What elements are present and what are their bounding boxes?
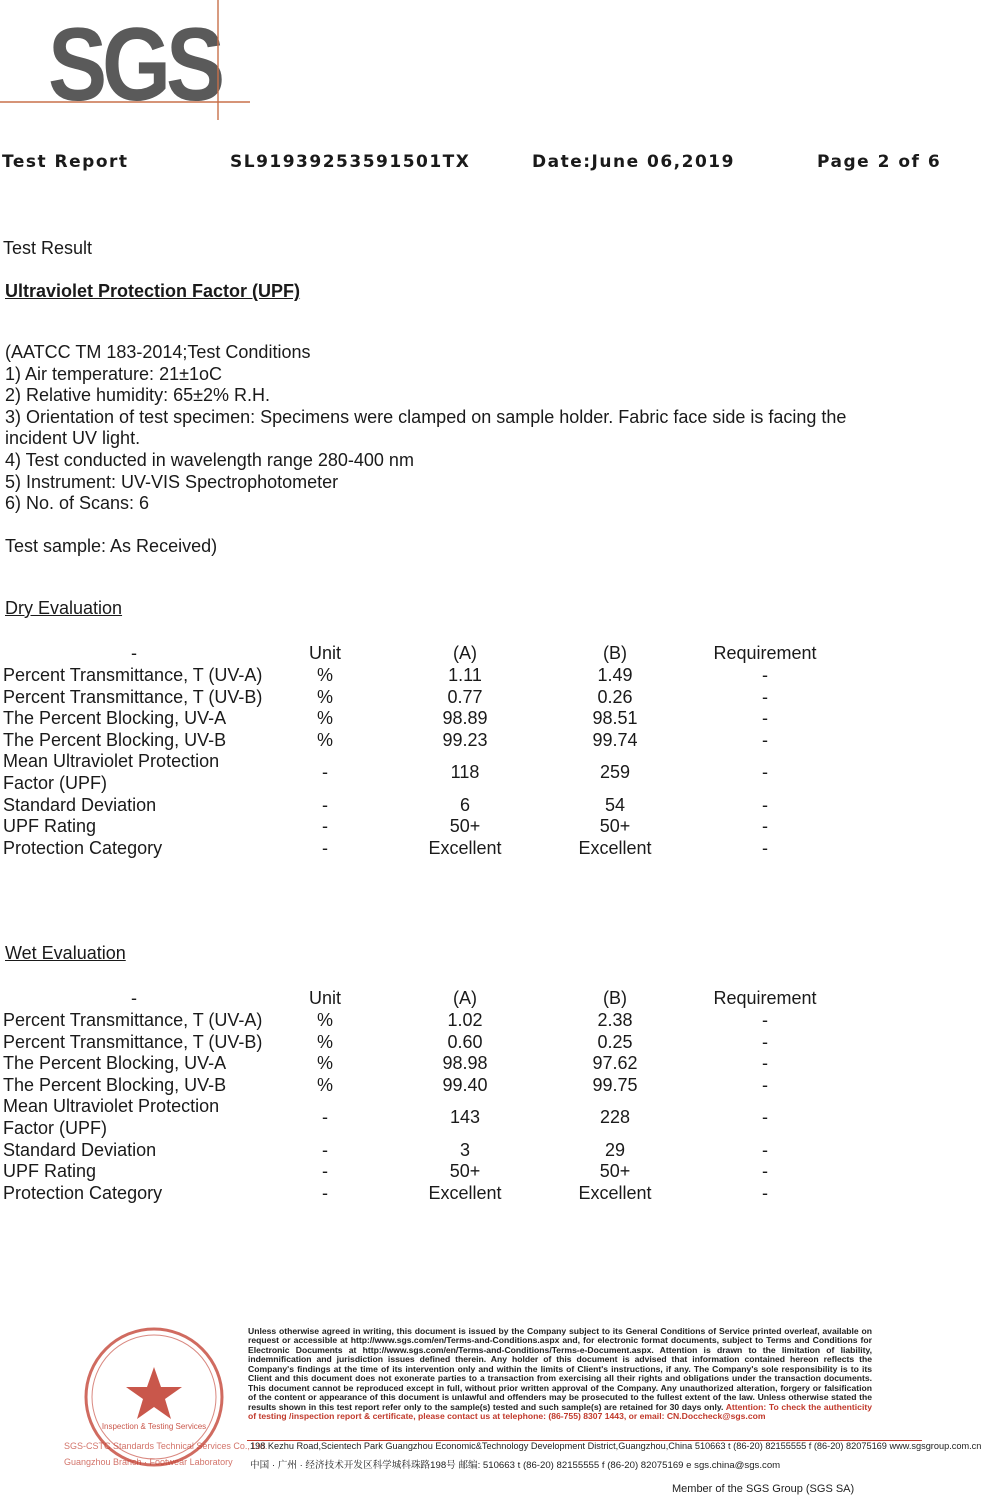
test-sample: Test sample: As Received) xyxy=(5,536,218,556)
table-row xyxy=(3,708,845,730)
cell-unit: - xyxy=(322,1107,328,1128)
cell-requirement: - xyxy=(762,1139,768,1160)
header-cell: (A) xyxy=(453,988,477,1009)
authenticity-notice: Attention: To check the authenticity of testing /inspection report & certificate, please contact us at telephone: (86-755) 8307 1443, or email: CN.Doccheck@sgs.com xyxy=(248,1401,872,1422)
cell-a: Excellent xyxy=(428,1182,502,1203)
cell-requirement: - xyxy=(762,1031,768,1052)
test-title: Ultraviolet Protection Factor (UPF) xyxy=(5,281,301,301)
cell-requirement: - xyxy=(762,686,768,707)
condition-line: 2) Relative humidity: 65±2% R.H. xyxy=(5,385,270,406)
cell-unit: - xyxy=(322,837,328,858)
condition-line: 6) No. of Scans: 6 xyxy=(5,493,150,514)
row-label: The Percent Blocking, UV-B xyxy=(3,1074,227,1095)
address-chinese: 中国 · 广州 · 经济技术开发区科学城科珠路198号 邮编: 510663 t (86-20) 82155555 f (86-20) 82075169 e sgs.china@sgs.com xyxy=(250,1460,781,1471)
row-label: Mean Ultraviolet Protection Factor (UPF) xyxy=(3,1096,220,1138)
cell-b: Excellent xyxy=(578,837,652,858)
cell-unit: % xyxy=(316,1031,333,1052)
row-label: Mean Ultraviolet Protection Factor (UPF) xyxy=(3,751,220,793)
cell-unit: % xyxy=(316,1010,333,1030)
table-row xyxy=(3,1032,845,1054)
cell-unit: % xyxy=(316,686,333,707)
row-label: The Percent Blocking, UV-A xyxy=(3,1053,227,1074)
table-row xyxy=(3,816,845,838)
table-header-row xyxy=(3,982,845,1010)
cell-requirement: - xyxy=(762,816,768,837)
cell-requirement: - xyxy=(762,762,768,783)
cell-b: Excellent xyxy=(578,1182,652,1203)
cell-unit: - xyxy=(322,1182,328,1203)
wet-evaluation-table xyxy=(3,982,845,1204)
sgs-logo xyxy=(0,0,260,125)
cell-b: 259 xyxy=(599,762,631,783)
header-cell: (B) xyxy=(603,988,627,1009)
header-cell: Requirement xyxy=(713,988,817,1009)
cell-b: 1.49 xyxy=(597,665,633,685)
cell-a: 118 xyxy=(450,762,480,783)
test-conditions xyxy=(5,342,905,515)
cell-a: 1.11 xyxy=(448,665,482,685)
cell-b: 50+ xyxy=(599,1161,631,1182)
cell-a: Excellent xyxy=(428,837,502,858)
cell-a: 99.23 xyxy=(442,729,488,750)
header-cell: Unit xyxy=(308,643,341,664)
cell-unit: - xyxy=(322,1161,328,1182)
table-row xyxy=(3,665,845,687)
cell-b: 99.75 xyxy=(592,1074,638,1095)
condition-line: 1) Air temperature: 21±1oC xyxy=(5,363,222,384)
header-cell: (A) xyxy=(453,643,477,664)
cell-b: 0.25 xyxy=(597,1031,633,1052)
cell-requirement: - xyxy=(762,1053,768,1074)
cell-unit: - xyxy=(322,794,328,815)
cell-b: 54 xyxy=(604,794,626,815)
cell-unit: % xyxy=(316,1074,333,1095)
cell-a: 0.60 xyxy=(447,1031,483,1052)
cell-b: 97.62 xyxy=(592,1053,638,1074)
cell-unit: % xyxy=(316,729,333,750)
cell-b: 228 xyxy=(599,1107,631,1128)
table-row xyxy=(3,795,845,817)
header-cell: - xyxy=(131,643,137,664)
cell-b: 29 xyxy=(604,1139,626,1160)
cell-a: 98.89 xyxy=(442,708,488,729)
svg-text:SGS-CSTC Standards Technical S: SGS-CSTC Standards Technical Services Co., Ltd. xyxy=(64,1441,268,1451)
row-label: UPF Rating xyxy=(3,1161,97,1182)
table-row xyxy=(3,1010,845,1032)
table-row xyxy=(3,687,845,709)
cell-requirement: - xyxy=(762,1010,768,1030)
cell-b: 98.51 xyxy=(592,708,638,729)
cell-a: 98.98 xyxy=(442,1053,488,1074)
page-number: Page 2 of 6 xyxy=(817,152,942,172)
cell-a: 0.77 xyxy=(447,686,483,707)
cell-b: 99.74 xyxy=(592,729,638,750)
row-label: The Percent Blocking, UV-A xyxy=(3,708,227,729)
row-label: Percent Transmittance, T (UV-B) xyxy=(3,686,263,707)
cell-unit: - xyxy=(322,816,328,837)
cell-requirement: - xyxy=(762,708,768,729)
table-row xyxy=(3,1075,845,1097)
cell-requirement: - xyxy=(762,1161,768,1182)
report-number: SL91939253591501TX xyxy=(230,152,471,172)
cell-a: 1.02 xyxy=(447,1010,483,1030)
cell-a: 3 xyxy=(459,1139,470,1160)
table-header-row xyxy=(3,637,845,665)
logo-text: SGS xyxy=(48,7,223,123)
cell-requirement: - xyxy=(762,837,768,858)
row-label: Percent Transmittance, T (UV-A) xyxy=(3,665,263,685)
row-label: Percent Transmittance, T (UV-B) xyxy=(3,1031,263,1052)
cell-requirement: - xyxy=(762,1182,768,1203)
svg-text:Guangzhou Branch · Footwear La: Guangzhou Branch · Footwear Laboratory xyxy=(64,1457,233,1467)
dry-evaluation-title: Dry Evaluation xyxy=(5,598,123,618)
wet-evaluation-title: Wet Evaluation xyxy=(5,943,126,963)
cell-unit: - xyxy=(322,1139,328,1160)
cell-requirement: - xyxy=(762,665,768,685)
row-label: Percent Transmittance, T (UV-A) xyxy=(3,1010,263,1030)
condition-line: 4) Test conducted in wavelength range 280-400 nm xyxy=(5,449,414,470)
table-row xyxy=(3,751,845,794)
disclaimer-body: Unless otherwise agreed in writing, this document is issued by the Company subject to its General Conditions of Service printed overleaf, available on request or accessible at http://www.sgs.com/en/Terms-and-Conditions.aspx and, for electronic format documents, subject to Terms and Conditions for Electronic Documents at http://www.sgs.com/en/Terms-and-Conditions/Terms-e-Document.aspx. Attention is drawn to the limitation of liability, indemnification and jurisdiction issues defined therein. Any holder of this document is advised that information contained hereon reflects the Company's findings at the time of its intervention only and within the limits of Client's instructions, if any. The Company's sole responsibility is to its Client and this document does not exonerate parties to a transaction from exercising all their rights and obligations under the transaction documents. This document cannot be reproduced except in full, without prior written approval of the Company. Any unauthorized alteration, forgery or falsification of the content or appearance of this document is unlawful and offenders may be prosecuted to the fullest extent of the law. Unless otherwise stated the results shown in this test report refer only to the sample(s) tested and such sample(s) are retained for 30 days only. xyxy=(248,1326,872,1412)
cell-a: 6 xyxy=(459,794,470,815)
condition-line: 3) Orientation of test specimen: Specimens were clamped on sample holder. Fabric face side is facing the incident UV light. xyxy=(5,406,847,449)
cell-b: 2.38 xyxy=(597,1010,633,1030)
official-seal-stamp xyxy=(62,1325,268,1475)
table-row xyxy=(3,1183,845,1205)
svg-text:Inspection & Testing Services: Inspection & Testing Services xyxy=(101,1422,207,1431)
header-cell: Unit xyxy=(308,988,341,1009)
doc-type: Test Report xyxy=(2,152,129,172)
cell-requirement: - xyxy=(762,1107,768,1128)
address-english: 198 Kezhu Road,Scientech Park Guangzhou Economic&Technology Development District,Guangzhou,China 510663 t (86-20) 82155555 f (86-20) 82075169 www.sgsgroup.com.cn xyxy=(250,1441,981,1451)
condition-line: (AATCC TM 183-2014;Test Conditions xyxy=(5,342,311,362)
cell-requirement: - xyxy=(762,1074,768,1095)
table-row xyxy=(3,1053,845,1075)
cell-unit: % xyxy=(316,665,333,685)
member-note: Member of the SGS Group (SGS SA) xyxy=(672,1483,855,1495)
row-label: UPF Rating xyxy=(3,816,97,837)
cell-requirement: - xyxy=(762,729,768,750)
cell-unit: - xyxy=(322,762,328,783)
header-cell: - xyxy=(131,988,137,1009)
row-label: Protection Category xyxy=(3,1182,163,1203)
header-cell: Requirement xyxy=(713,643,817,664)
cell-b: 50+ xyxy=(599,816,631,837)
disclaimer-text xyxy=(248,1327,872,1422)
row-label: Protection Category xyxy=(3,837,163,858)
table-row xyxy=(3,1161,845,1183)
cell-a: 99.40 xyxy=(442,1074,488,1095)
table-row xyxy=(3,730,845,752)
cell-requirement: - xyxy=(762,794,768,815)
cell-b: 0.26 xyxy=(597,686,633,707)
table-row xyxy=(3,1096,845,1139)
cell-unit: % xyxy=(316,1053,333,1074)
report-date: Date:June 06,2019 xyxy=(532,152,735,172)
table-row xyxy=(3,1140,845,1162)
condition-line: 5) Instrument: UV-VIS Spectrophotometer xyxy=(5,471,339,492)
cell-a: 143 xyxy=(449,1107,481,1128)
table-row xyxy=(3,838,845,860)
row-label: Standard Deviation xyxy=(3,1139,157,1160)
cell-a: 50+ xyxy=(449,1161,481,1182)
row-label: The Percent Blocking, UV-B xyxy=(3,729,227,750)
section-title: Test Result xyxy=(3,238,93,258)
cell-unit: % xyxy=(316,708,333,729)
cell-a: 50+ xyxy=(449,816,481,837)
row-label: Standard Deviation xyxy=(3,794,157,815)
header-cell: (B) xyxy=(603,643,627,664)
dry-evaluation-table xyxy=(3,637,845,859)
